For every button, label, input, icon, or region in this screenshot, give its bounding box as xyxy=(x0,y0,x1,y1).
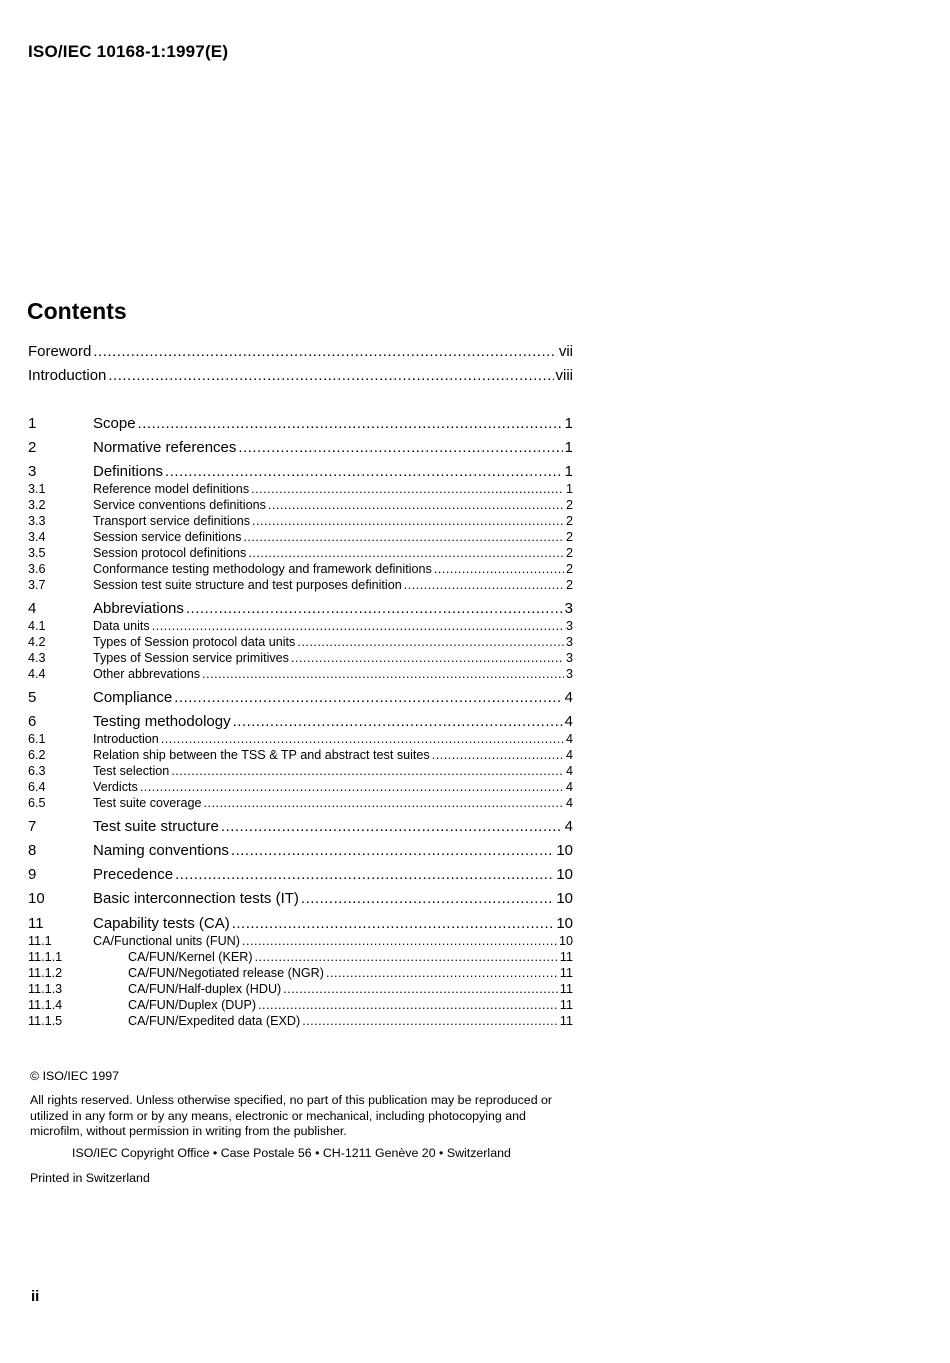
toc-leader-dots xyxy=(297,635,564,649)
toc-entry-title: Transport service definitions xyxy=(93,514,251,528)
toc-leader-dots xyxy=(301,890,554,907)
toc-entry-number: 8 xyxy=(28,842,37,859)
toc-entry-title: Test selection xyxy=(93,764,170,778)
toc-entry xyxy=(28,934,573,948)
toc-entry-title: Test suite coverage xyxy=(93,796,202,810)
toc-entry xyxy=(28,463,573,480)
toc-leader-dots xyxy=(432,748,564,762)
toc-entry-number: 6.1 xyxy=(28,732,46,746)
toc-entry-title: Definitions xyxy=(93,463,164,480)
page-number: ii xyxy=(31,1288,40,1305)
toc-entry-page: 4 xyxy=(565,748,573,762)
toc-entry-page: 11 xyxy=(559,1014,573,1028)
toc-entry-title: Introduction xyxy=(28,367,107,384)
toc-entry xyxy=(28,667,573,681)
toc-entry-title: Service conventions definitions xyxy=(93,498,266,512)
toc-entry-page: 11 xyxy=(559,966,573,980)
toc-entry-page: 1 xyxy=(564,463,573,480)
toc-entry-number: 7 xyxy=(28,818,37,835)
toc-entry-page: 2 xyxy=(565,546,573,560)
toc-leader-dots xyxy=(221,818,563,835)
toc-entry-title: CA/FUN/Duplex (DUP) xyxy=(128,998,257,1012)
toc-entry-number: 10 xyxy=(28,890,45,907)
toc-leader-dots xyxy=(232,915,555,932)
copyright-office-address: ISO/IEC Copyright Office • Case Postale 56 • CH-1211 Genève 20 • Switzerland xyxy=(72,1146,511,1160)
toc-entry-title: Types of Session protocol data units xyxy=(93,635,296,649)
toc-entry-page: 4 xyxy=(564,689,573,706)
toc-entry-page: 10 xyxy=(556,890,573,907)
toc-leader-dots xyxy=(186,600,563,617)
toc-entry-title: Relation ship between the TSS & TP and abstract test suites xyxy=(93,748,430,762)
toc-entry xyxy=(28,367,573,384)
toc-entry-number: 3.1 xyxy=(28,482,46,496)
toc-entry-page: 4 xyxy=(565,780,573,794)
toc-entry-number: 9 xyxy=(28,866,37,883)
toc-entry-page: 10 xyxy=(558,934,573,948)
toc-entry xyxy=(28,546,573,560)
toc-entry-number: 2 xyxy=(28,439,37,456)
toc-entry xyxy=(28,890,573,907)
toc-entry-number: 3 xyxy=(28,463,37,480)
toc-entry-number: 6.4 xyxy=(28,780,46,794)
toc-leader-dots xyxy=(268,498,564,512)
toc-entry-number: 6.2 xyxy=(28,748,46,762)
toc-entry-title: Compliance xyxy=(93,689,173,706)
toc-entry-page: 11 xyxy=(559,950,573,964)
toc-leader-dots xyxy=(238,439,562,456)
toc-entry xyxy=(28,915,573,932)
toc-entry xyxy=(28,689,573,706)
toc-entry-page: 10 xyxy=(556,842,573,859)
toc-leader-dots xyxy=(152,619,564,633)
toc-entry-number: 4.3 xyxy=(28,651,46,665)
toc-entry xyxy=(28,439,573,456)
toc-entry-number: 4.2 xyxy=(28,635,46,649)
toc-entry-number: 3.7 xyxy=(28,578,46,592)
toc-entry xyxy=(28,578,573,592)
toc-entry-number: 11.1 xyxy=(28,934,52,948)
toc-entry-page: 3 xyxy=(565,619,573,633)
toc-leader-dots xyxy=(326,966,558,980)
toc-entry-number: 4 xyxy=(28,600,37,617)
toc-entry-page: 2 xyxy=(565,514,573,528)
toc-entry-title: Test suite structure xyxy=(93,818,219,835)
toc-entry-title: Reference model definitions xyxy=(93,482,250,496)
toc-entry-number: 3.2 xyxy=(28,498,46,512)
toc-leader-dots xyxy=(108,367,553,384)
toc-entry-title: Normative references xyxy=(93,439,237,456)
toc-entry-page: 4 xyxy=(565,764,573,778)
toc-entry xyxy=(28,635,573,649)
toc-entry-title: Introduction xyxy=(93,732,159,746)
toc-entry xyxy=(28,982,573,996)
toc-entry xyxy=(28,818,573,835)
toc-leader-dots xyxy=(434,562,564,576)
toc-leader-dots xyxy=(138,415,563,432)
toc-entry-title: Capability tests (CA) xyxy=(93,915,230,932)
toc-entry-page: 2 xyxy=(565,530,573,544)
toc-leader-dots xyxy=(165,463,563,480)
toc-entry-number: 11.1.1 xyxy=(28,950,63,964)
toc-entry xyxy=(28,343,573,360)
toc-entry xyxy=(28,842,573,859)
toc-entry-page: 4 xyxy=(564,818,573,835)
toc-leader-dots xyxy=(252,514,564,528)
toc-entry-title: CA/FUN/Half-duplex (HDU) xyxy=(128,982,282,996)
toc-leader-dots xyxy=(248,546,564,560)
toc-leader-dots xyxy=(93,343,556,360)
contents-heading: Contents xyxy=(27,298,127,324)
toc-entry-number: 6.3 xyxy=(28,764,46,778)
toc-entry-number: 11.1.3 xyxy=(28,982,63,996)
toc-entry-page: 4 xyxy=(564,713,573,730)
toc-leader-dots xyxy=(283,982,558,996)
toc-entry-title: CA/Functional units (FUN) xyxy=(93,934,240,948)
toc-entry-title: CA/FUN/Kernel (KER) xyxy=(128,950,253,964)
toc-entry-page: 11 xyxy=(559,998,573,1012)
toc-entry-number: 5 xyxy=(28,689,37,706)
toc-entry-page: 10 xyxy=(556,866,573,883)
toc-entry xyxy=(28,966,573,980)
toc-entry-title: Foreword xyxy=(28,343,92,360)
toc-entry xyxy=(28,950,573,964)
toc-entry xyxy=(28,1014,573,1028)
toc-leader-dots xyxy=(175,866,554,883)
rights-statement: All rights reserved. Unless otherwise specified, no part of this publication may be reproduced or utilized in any form or by any means, electronic or mechanical, including photocopying and microfilm, without permission in writing from the publisher. xyxy=(30,1093,553,1138)
toc-entry-page: 3 xyxy=(565,667,573,681)
toc-entry xyxy=(28,600,573,617)
toc-entry-page: 2 xyxy=(565,578,573,592)
document-id-header: ISO/IEC 10168-1:1997(E) xyxy=(28,42,229,61)
toc-entry-title: Types of Session service primitives xyxy=(93,651,289,665)
toc-entry xyxy=(28,998,573,1012)
toc-entry-title: Abbreviations xyxy=(93,600,184,617)
toc-entry xyxy=(28,482,573,496)
toc-leader-dots xyxy=(243,530,564,544)
toc-leader-dots xyxy=(291,651,564,665)
toc-entry-title: Precedence xyxy=(93,866,174,883)
toc-entry-title: Testing methodology xyxy=(93,713,231,730)
toc-entry-title: Verdicts xyxy=(93,780,138,794)
toc-entry xyxy=(28,415,573,432)
toc-entry-title: Session service definitions xyxy=(93,530,242,544)
toc-entry-title: Basic interconnection tests (IT) xyxy=(93,890,299,907)
toc-entry xyxy=(28,748,573,762)
toc-entry-page: 1 xyxy=(564,415,573,432)
toc-entry-number: 3.6 xyxy=(28,562,46,576)
toc-entry-title: Session test suite structure and test purposes definition xyxy=(93,578,402,592)
toc-entry-number: 11.1.5 xyxy=(28,1014,63,1028)
toc-entry-page: 11 xyxy=(559,982,573,996)
toc-entry-title: Other abbrevations xyxy=(93,667,201,681)
toc-leader-dots xyxy=(171,764,564,778)
toc-entry-page: viii xyxy=(555,367,573,384)
toc-entry-page: 1 xyxy=(565,482,573,496)
toc-entry xyxy=(28,651,573,665)
toc-leader-dots xyxy=(404,578,564,592)
toc-leader-dots xyxy=(202,667,564,681)
toc-entry-page: 1 xyxy=(564,439,573,456)
toc-entry-number: 6.5 xyxy=(28,796,46,810)
toc-entry xyxy=(28,780,573,794)
toc-entry xyxy=(28,619,573,633)
printed-in-note: Printed in Switzerland xyxy=(30,1171,150,1185)
toc-leader-dots xyxy=(251,482,564,496)
toc-leader-dots xyxy=(174,689,562,706)
toc-entry xyxy=(28,866,573,883)
toc-entry xyxy=(28,796,573,810)
toc-entry-title: Naming conventions xyxy=(93,842,229,859)
toc-entry-number: 3.3 xyxy=(28,514,46,528)
toc-entry-title: CA/FUN/Expedited data (EXD) xyxy=(128,1014,301,1028)
toc-leader-dots xyxy=(231,842,554,859)
toc-entry-title: Session protocol definitions xyxy=(93,546,247,560)
toc-entry-number: 11 xyxy=(28,915,44,932)
toc-leader-dots xyxy=(204,796,564,810)
toc-entry xyxy=(28,764,573,778)
toc-entry xyxy=(28,713,573,730)
toc-leader-dots xyxy=(302,1014,558,1028)
toc-entry-page: 3 xyxy=(565,651,573,665)
toc-entry-page: 3 xyxy=(564,600,573,617)
toc-entry-title: Data units xyxy=(93,619,150,633)
toc-entry-title: CA/FUN/Negotiated release (NGR) xyxy=(128,966,324,980)
toc-leader-dots xyxy=(242,934,557,948)
toc-leader-dots xyxy=(233,713,563,730)
toc-entry-number: 4.1 xyxy=(28,619,46,633)
toc-entry-number: 11.1.2 xyxy=(28,966,63,980)
toc-entry-page: 10 xyxy=(556,915,573,932)
toc-entry-number: 11.1.4 xyxy=(28,998,63,1012)
toc-entry-page: 4 xyxy=(565,796,573,810)
toc-entry-title: Scope xyxy=(93,415,136,432)
copyright-notice: © ISO/IEC 1997 xyxy=(30,1069,120,1083)
toc-entry-number: 6 xyxy=(28,713,37,730)
toc-leader-dots xyxy=(161,732,564,746)
toc-leader-dots xyxy=(255,950,558,964)
toc-entry xyxy=(28,562,573,576)
toc-entry-number: 1 xyxy=(28,415,37,432)
toc-entry-page: vii xyxy=(558,343,573,360)
toc-entry xyxy=(28,530,573,544)
toc-entry-number: 4.4 xyxy=(28,667,46,681)
toc-entry xyxy=(28,514,573,528)
toc-leader-dots xyxy=(140,780,564,794)
toc-entry-page: 4 xyxy=(565,732,573,746)
toc-entry xyxy=(28,732,573,746)
toc-entry xyxy=(28,498,573,512)
toc-entry-page: 2 xyxy=(565,498,573,512)
toc-entry-page: 3 xyxy=(565,635,573,649)
toc-entry-page: 2 xyxy=(565,562,573,576)
toc-entry-number: 3.4 xyxy=(28,530,46,544)
toc-entry-title: Conformance testing methodology and framework definitions xyxy=(93,562,432,576)
toc-leader-dots xyxy=(258,998,558,1012)
toc-entry-number: 3.5 xyxy=(28,546,46,560)
